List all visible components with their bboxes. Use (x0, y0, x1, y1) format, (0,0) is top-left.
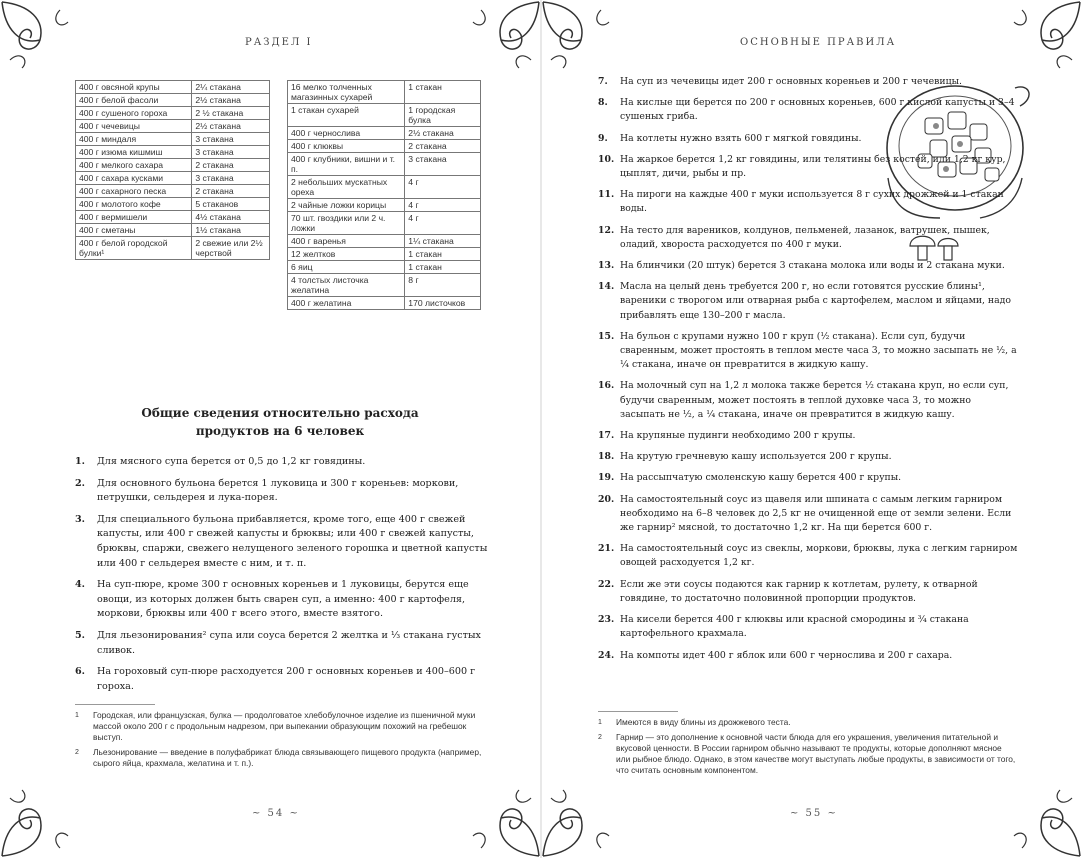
item-text: Для мясного супа берется от 0,5 до 1,2 кг говядины. (97, 456, 366, 467)
table-row (76, 107, 270, 120)
list-item (598, 649, 1018, 663)
measure-cell: 2 стакана (405, 140, 481, 153)
corner-ornament-icon (461, 778, 541, 858)
item-text: На молочный суп на 1,2 л молока также берется ½ стакана круп, но если суп, будучи сваренным, может постоять в теплой духовке часа 3, то можно засыпать не ½, а ¼ стакана, иначе он превратится в жидкую кашу. (620, 380, 1009, 420)
list-item (75, 578, 490, 622)
item-number: 9. (598, 132, 608, 144)
measure-cell: 5 стаканов (192, 198, 270, 211)
product-cell: 400 г варенья (288, 235, 405, 248)
corner-ornament-icon (0, 778, 80, 858)
product-cell: 400 г белой фасоли (76, 94, 192, 107)
footnote-rule (75, 704, 155, 705)
measure-cell: 1 стакан (405, 261, 481, 274)
table-row (76, 172, 270, 185)
measure-cell: 2 стакана (192, 185, 270, 198)
footnote (75, 710, 485, 743)
measure-cell: 4 г (405, 199, 481, 212)
list-item (598, 259, 1018, 273)
item-text: На гороховый суп-пюре расходуется 200 г основных кореньев и 400–600 г гороха. (97, 666, 476, 692)
corner-ornament-icon (541, 778, 621, 858)
product-cell: 400 г желатина (288, 297, 405, 310)
list-item (598, 429, 1018, 443)
item-number: 10. (598, 153, 615, 165)
list-item (598, 450, 1018, 464)
measure-cell: 3 стакана (192, 133, 270, 146)
page-number-right: ~ 55 ~ (790, 808, 838, 819)
portion-list-right (598, 75, 1018, 670)
table-row (76, 185, 270, 198)
corner-ornament-icon (541, 0, 621, 80)
item-text: На суп из чечевицы идет 200 г основных кореньев и 200 г чечевицы. (620, 76, 962, 87)
footnotes-left (75, 710, 485, 773)
product-cell: 400 г овсяной крупы (76, 81, 192, 94)
item-text: На котлеты нужно взять 600 г мягкой говядины. (620, 132, 862, 144)
table-row (76, 198, 270, 211)
list-item (598, 613, 1018, 641)
measure-cell: 1 стакан (405, 81, 481, 104)
item-text: На самостоятельный соус из щавеля или шпината с самым легким гарниром необходимо на 6–8 человек до 2,5 кг не очищенной еще от земли зелени. Если же гарнир² мясной, то достаточно 1,2 кг. На щи берется 600 г. (620, 493, 1012, 534)
table-row (288, 199, 481, 212)
measure-cell: 2 стакана (192, 159, 270, 172)
item-text: На кислые щи берется по 200 г основных кореньев, 600 г кислой капусты и 3–4 сушеных гриба. (620, 97, 1015, 123)
item-number: 21. (598, 543, 615, 555)
footnotes-right (598, 717, 1018, 780)
substitution-table-1 (75, 80, 270, 260)
product-cell: 400 г миндаля (76, 133, 192, 146)
table-row (288, 153, 481, 176)
product-cell: 400 г чечевицы (76, 120, 192, 133)
product-cell: 400 г молотого кофе (76, 198, 192, 211)
item-text: На крупяные пудинги необходимо 200 г крупы. (620, 430, 856, 442)
list-item (598, 280, 1018, 323)
list-item (598, 75, 1018, 89)
product-cell: 1 стакан сухарей (288, 104, 405, 127)
corner-ornament-icon (1002, 778, 1082, 858)
measure-cell: 170 листочков (405, 297, 481, 310)
product-cell: 2 чайные ложки корицы (288, 199, 405, 212)
item-number: 18. (598, 451, 615, 463)
table-row (288, 104, 481, 127)
product-cell: 400 г клубники, вишни и т. п. (288, 153, 405, 176)
corner-ornament-icon (461, 0, 541, 80)
product-cell: 400 г мелкого сахара (76, 159, 192, 172)
footnote-rule (598, 711, 678, 712)
footnote-text: Льезонирование — введение в полуфабрикат блюда связывающего пищевого продукта (например, сырого яйца, крахмала, желатина и т. п.). (93, 747, 482, 768)
item-number: 13. (598, 260, 615, 272)
table-row (288, 81, 481, 104)
footnote-number: 2 (75, 749, 79, 756)
table-row (76, 211, 270, 224)
list-item (75, 513, 490, 571)
item-text: На самостоятельный соус из свеклы, моркови, брюквы, лука с легким гарниром овощей расходуется 1,2 кг. (620, 543, 1018, 569)
item-number: 16. (598, 380, 615, 392)
item-number: 1. (75, 456, 86, 467)
measure-cell: 4 г (405, 212, 481, 235)
list-item (598, 578, 1018, 606)
item-number: 12. (598, 224, 615, 236)
list-item (598, 542, 1018, 570)
measure-cell: 3 стакана (192, 172, 270, 185)
corner-ornament-icon (0, 0, 80, 80)
list-item (598, 471, 1018, 485)
table-row (76, 94, 270, 107)
list-item (598, 96, 1018, 124)
table-row (76, 133, 270, 146)
running-head-right: ОСНОВНЫЕ ПРАВИЛА (740, 37, 897, 48)
list-item (598, 330, 1018, 373)
product-cell: 70 шт. гвоздики или 2 ч. ложки (288, 212, 405, 235)
product-cell: 12 желтков (288, 248, 405, 261)
table-row (288, 235, 481, 248)
table-row (288, 297, 481, 310)
footnote (75, 747, 485, 769)
product-cell: 2 небольших мускатных ореха (288, 176, 405, 199)
item-text: На крутую гречневую кашу используется 200 г крупы. (620, 451, 892, 463)
measure-cell: 8 г (405, 274, 481, 297)
table-row (76, 120, 270, 133)
item-number: 22. (598, 578, 615, 590)
item-number: 11. (598, 189, 615, 201)
product-cell: 4 толстых листочка желатина (288, 274, 405, 297)
list-item (598, 493, 1018, 536)
table-row (288, 127, 481, 140)
item-text: На суп-пюре, кроме 300 г основных кореньев и 1 луковицы, берутся еще овощи, из которых должен быть сварен суп, а именно: 400 г картофеля, моркови, брюквы или 400 г всего этого, вместе взятого. (97, 579, 469, 620)
list-item (598, 224, 1018, 252)
item-text: На бульон с крупами нужно 100 г круп (½ стакана). Если суп, будучи сваренным, может простоять в теплом месте часа 3, то можно засыпать не ½, а ¼ стакана, иначе он превратится в жидкую кашу. (620, 330, 1017, 371)
product-cell: 400 г чернослива (288, 127, 405, 140)
measure-cell: 2½ стакана (192, 120, 270, 133)
item-number: 20. (598, 493, 615, 505)
item-number: 14. (598, 281, 615, 293)
item-text: На рассыпчатую смоленскую кашу берется 400 г крупы. (620, 472, 902, 484)
measure-cell: 2½ стакана (192, 94, 270, 107)
product-cell: 400 г изюма кишмиш (76, 146, 192, 159)
item-text: Масла на целый день требуется 200 г, но если готовятся русские блины¹, вареники с творогом или отварная рыба с картофелем, маслом и яйцами, надо прибавлять еще 130–200 г масла. (620, 281, 1011, 321)
item-number: 8. (598, 97, 608, 109)
item-number: 24. (598, 649, 615, 661)
measure-cell: 2¼ стакана (192, 81, 270, 94)
footnote-number: 2 (598, 734, 602, 741)
measure-cell: 2 ½ стакана (192, 107, 270, 120)
page-number-left: ~ 54 ~ (252, 808, 300, 819)
footnote (598, 717, 1018, 728)
product-cell: 400 г сахарного песка (76, 185, 192, 198)
table-row (288, 140, 481, 153)
table-row (288, 261, 481, 274)
item-text: На пироги на каждые 400 г муки используется 8 г сухих дрожжей и 1 стакан воды. (620, 189, 1004, 215)
item-number: 19. (598, 472, 615, 484)
table-row (76, 224, 270, 237)
footnote (598, 732, 1018, 776)
list-item (75, 665, 490, 694)
footnote-text: Гарнир — это дополнение к основной части блюда для его украшения, увеличения питательной и вкусовой ценности. В России гарниром обычно называют те продукты, которые дополняют мясное или рыбное блюдо. Однако, в этом качестве могут выступать любые продукты, в зависимости от того, что считать основным компонентом. (616, 732, 1016, 775)
measure-cell: 1¼ стакана (405, 235, 481, 248)
table-row (76, 146, 270, 159)
item-number: 5. (75, 629, 86, 641)
list-item (598, 132, 1018, 146)
measure-cell: 1½ стакана (192, 224, 270, 237)
measure-cell: 1 городская булка (405, 104, 481, 127)
item-number: 6. (75, 666, 86, 678)
measure-cell: 1 стакан (405, 248, 481, 261)
section-heading: Общие сведения относительно расхода продуктов на 6 человек (141, 406, 419, 438)
product-cell: 400 г сахара кусками (76, 172, 192, 185)
measure-cell: 3 стакана (192, 146, 270, 159)
list-item (75, 477, 490, 506)
measure-cell: 4 г (405, 176, 481, 199)
table-row (288, 176, 481, 199)
list-item (598, 153, 1018, 181)
item-number: 7. (598, 76, 608, 87)
measure-cell: 2 свежие или 2½ черствой (192, 237, 270, 260)
item-text: На кисели берется 400 г клюквы или красной смородины и ¾ стакана картофельного крахмала. (620, 614, 969, 640)
item-text: Если же эти соусы подаются как гарнир к котлетам, рулету, к отварной говядине, то достаточно половинной пропорции продуктов. (620, 578, 978, 604)
item-number: 15. (598, 330, 615, 342)
item-number: 4. (75, 579, 86, 591)
substitution-table-2 (287, 80, 481, 310)
item-text: На компоты идет 400 г яблок или 600 г чернослива и 200 г сахара. (620, 649, 953, 661)
table-row (288, 274, 481, 297)
list-item (75, 455, 490, 470)
footnote-number: 1 (75, 712, 79, 719)
list-item (598, 379, 1018, 422)
footnote-number: 1 (598, 719, 602, 726)
product-cell: 16 мелко толченных магазинных сухарей (288, 81, 405, 104)
running-head-left: РАЗДЕЛ I (245, 37, 313, 48)
item-number: 17. (598, 430, 615, 442)
item-text: Для специального бульона прибавляется, кроме того, еще 400 г свежей капусты, или 400 г свежей капусты и брюквы; или 400 г свежей капусты, брюквы, спаржи, свежего нелущеного зеленого горошка и цветной капусты или 400 г сельдерея вместе с ним, и т. п. (97, 513, 488, 569)
portion-list-left (75, 455, 490, 701)
measure-cell: 3 стакана (405, 153, 481, 176)
list-item (75, 629, 490, 658)
product-cell: 400 г сушеного гороха (76, 107, 192, 120)
item-number: 23. (598, 614, 615, 626)
item-text: Для льезонирования² супа или соуса берется 2 желтка и ⅓ стакана густых сливок. (97, 629, 481, 656)
item-text: На блинчики (20 штук) берется 3 стакана молока или воды и 2 стакана муки. (620, 260, 1005, 272)
measure-cell: 2½ стакана (405, 127, 481, 140)
table-row (76, 159, 270, 172)
table-row (76, 237, 270, 260)
item-number: 3. (75, 513, 86, 525)
footnote-text: Городская, или французская, булка — продолговатое хлебобулочное изделие из пшеничной муки массой около 200 г с продольным надрезом, при выпекании образующим похожий на гребешок выступ. (93, 710, 476, 742)
item-text: На тесто для вареников, колдунов, пельменей, лазанок, ватрушек, пышек, оладий, хвороста расходуется по 400 г муки. (620, 224, 990, 250)
table-row (288, 212, 481, 235)
product-cell: 6 яиц (288, 261, 405, 274)
item-text: На жаркое берется 1,2 кг говядины, или телятины без костей, или 1,2 кг кур, цыплят, дичи, рыбы и пр. (620, 153, 1006, 180)
table-row (76, 81, 270, 94)
book-spine (540, 0, 542, 858)
list-item (598, 188, 1018, 216)
product-cell: 400 г вермишели (76, 211, 192, 224)
product-cell: 400 г клюквы (288, 140, 405, 153)
product-cell: 400 г сметаны (76, 224, 192, 237)
table-row (288, 248, 481, 261)
footnote-text: Имеются в виду блины из дрожжевого теста. (616, 717, 791, 727)
measure-cell: 4½ стакана (192, 211, 270, 224)
item-text: Для основного бульона берется 1 луковица и 300 г кореньев: моркови, петрушки, сельдерея и лука-порея. (97, 477, 459, 504)
product-cell: 400 г белой городской булки¹ (76, 237, 192, 260)
item-number: 2. (75, 477, 86, 489)
